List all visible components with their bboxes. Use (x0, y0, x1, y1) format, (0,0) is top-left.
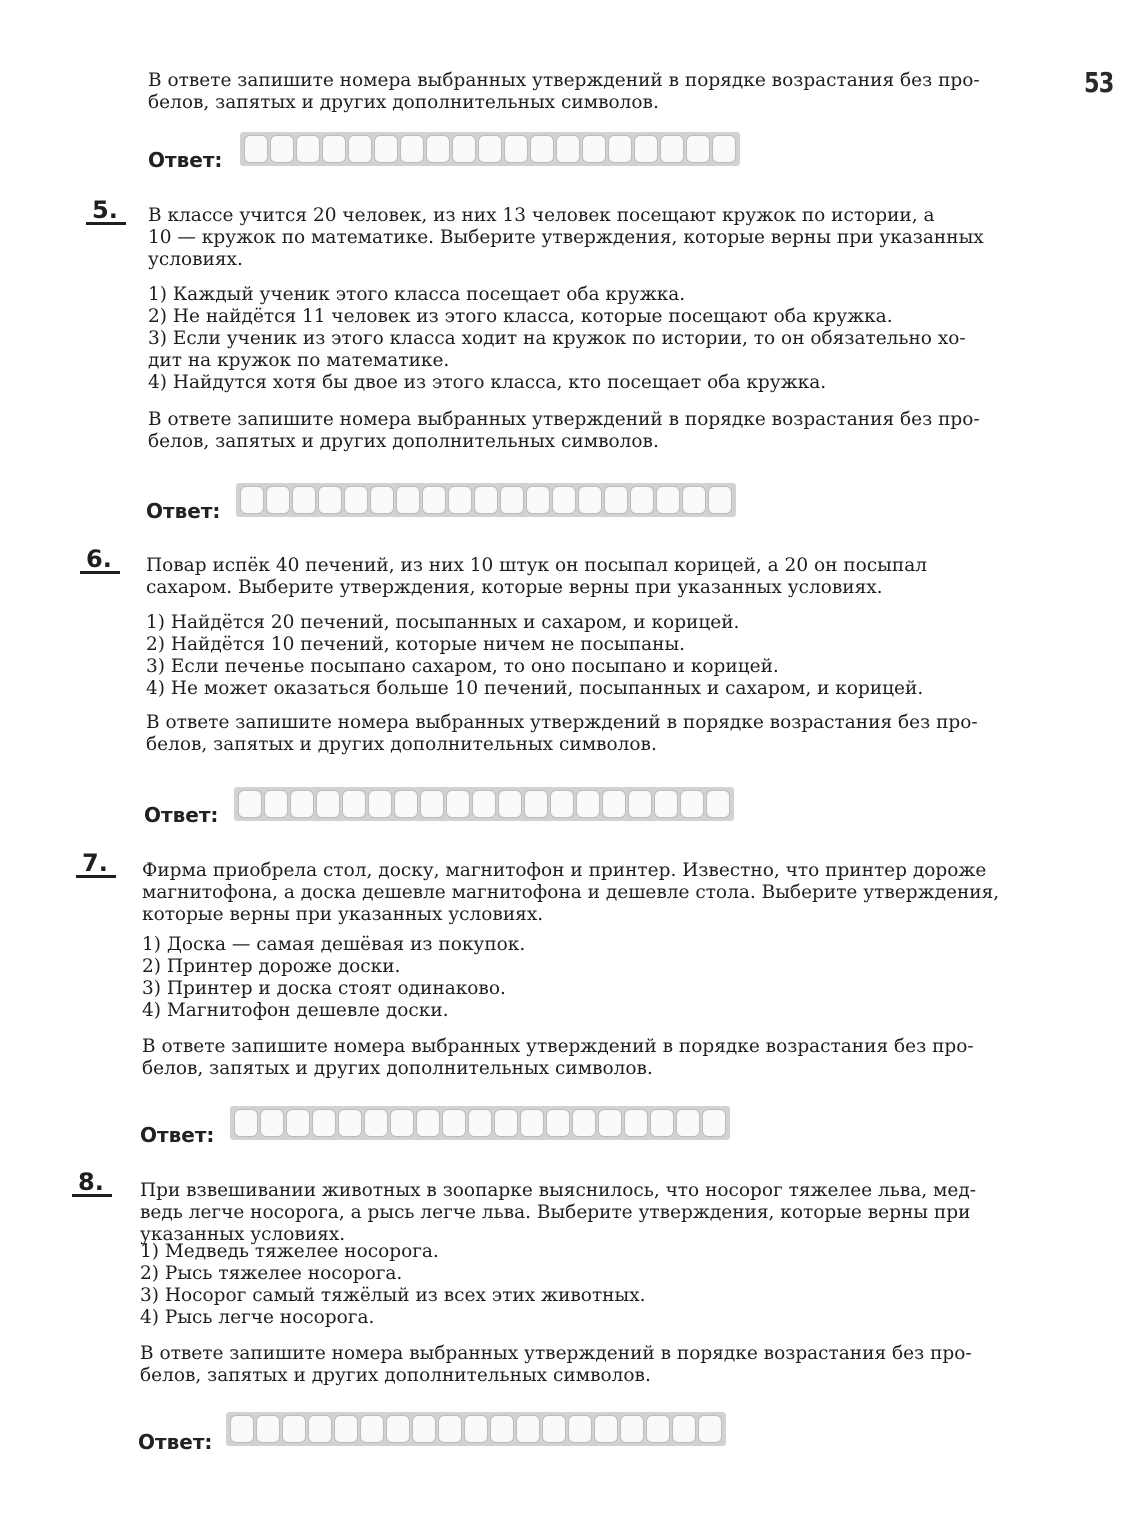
answer-cell[interactable] (282, 1415, 306, 1443)
task-condition (146, 555, 1066, 599)
task-options (142, 934, 1062, 1022)
answer-cell[interactable] (438, 1415, 462, 1443)
answer-cell[interactable] (524, 790, 548, 818)
answer-box-row[interactable] (234, 787, 734, 821)
answer-cell[interactable] (654, 790, 678, 818)
answer-cell[interactable] (296, 135, 320, 163)
option-line: 1) Медведь тяжелее носорога. (140, 1241, 439, 1262)
instruction-line: В ответе запишите номера выбранных утверждений в порядке возрастания без про- (148, 70, 980, 91)
answer-cell[interactable] (602, 790, 626, 818)
condition-line: сахаром. Выберите утверждения, которые верны при указанных условиях. (146, 577, 883, 598)
option-line: 3) Если печенье посыпано сахаром, то оно посыпано и корицей. (146, 656, 779, 677)
answer-cell[interactable] (452, 135, 476, 163)
answer-cell[interactable] (390, 1109, 414, 1137)
answer-cell[interactable] (556, 135, 580, 163)
option-line: дит на кружок по математике. (148, 350, 450, 371)
answer-cell[interactable] (360, 1415, 384, 1443)
option-line: 4) Не может оказаться больше 10 печений, посыпанных и сахаром, и корицей. (146, 678, 924, 699)
answer-cell[interactable] (530, 135, 554, 163)
answer-cell[interactable] (386, 1415, 410, 1443)
answer-cell[interactable] (426, 135, 450, 163)
answer-cell[interactable] (608, 135, 632, 163)
answer-label: Ответ: (146, 499, 221, 523)
answer-cell[interactable] (682, 486, 706, 514)
answer-cell[interactable] (420, 790, 444, 818)
answer-cell[interactable] (712, 135, 736, 163)
answer-cell[interactable] (416, 1109, 440, 1137)
answer-cell[interactable] (230, 1415, 254, 1443)
answer-cell[interactable] (312, 1109, 336, 1137)
instruction-line: белов, запятых и других дополнительных символов. (142, 1058, 653, 1079)
instruction-line: В ответе запишите номера выбранных утверждений в порядке возрастания без про- (142, 1036, 974, 1057)
option-line: 3) Принтер и доска стоят одинаково. (142, 978, 506, 999)
answer-cell[interactable] (290, 790, 314, 818)
condition-line: При взвешивании животных в зоопарке выяснилось, что носорог тяжелее льва, мед- (140, 1180, 976, 1201)
condition-line: которые верны при указанных условиях. (142, 904, 544, 925)
answer-cell[interactable] (552, 486, 576, 514)
answer-cell[interactable] (498, 790, 522, 818)
answer-cell[interactable] (578, 486, 602, 514)
answer-cell[interactable] (650, 1109, 674, 1137)
answer-cell[interactable] (368, 790, 392, 818)
answer-cell[interactable] (646, 1415, 670, 1443)
answer-cell[interactable] (630, 486, 654, 514)
instruction-line: В ответе запишите номера выбранных утверждений в порядке возрастания без про- (148, 409, 980, 430)
answer-cell[interactable] (598, 1109, 622, 1137)
task-instruction (140, 1343, 1060, 1387)
answer-cell[interactable] (572, 1109, 596, 1137)
task-condition (142, 860, 1066, 926)
condition-line: условиях. (148, 249, 243, 270)
answer-cell[interactable] (244, 135, 268, 163)
answer-cell[interactable] (364, 1109, 388, 1137)
answer-cell[interactable] (464, 1415, 488, 1443)
instruction-line: белов, запятых и других дополнительных символов. (140, 1365, 651, 1386)
answer-box-row[interactable] (226, 1412, 726, 1446)
answer-cell[interactable] (446, 790, 470, 818)
answer-cell[interactable] (706, 790, 730, 818)
option-line: 3) Если ученик из этого класса ходит на кружок по истории, то он обязательно хо- (148, 328, 966, 349)
answer-cell[interactable] (344, 486, 368, 514)
instruction-line: В ответе запишите номера выбранных утверждений в порядке возрастания без про- (140, 1343, 972, 1364)
option-line: 4) Рысь легче носорога. (140, 1307, 375, 1328)
answer-cell[interactable] (504, 135, 528, 163)
answer-cell[interactable] (286, 1109, 310, 1137)
answer-cell[interactable] (422, 486, 446, 514)
instruction-line: В ответе запишите номера выбранных утверждений в порядке возрастания без про- (146, 712, 978, 733)
answer-cell[interactable] (494, 1109, 518, 1137)
condition-line: В классе учится 20 человек, из них 13 человек посещают кружок по истории, а (148, 205, 935, 226)
option-line: 4) Найдутся хотя бы двое из этого класса, кто посещает оба кружка. (148, 372, 827, 393)
answer-label: Ответ: (138, 1430, 213, 1454)
answer-cell[interactable] (594, 1415, 618, 1443)
answer-cell[interactable] (500, 486, 524, 514)
answer-cell[interactable] (266, 486, 290, 514)
answer-cell[interactable] (322, 135, 346, 163)
condition-line: Повар испёк 40 печений, из них 10 штук он посыпал корицей, а 20 он посыпал (146, 555, 927, 576)
instruction-line: белов, запятых и других дополнительных символов. (146, 734, 657, 755)
answer-cell[interactable] (394, 790, 418, 818)
answer-cell[interactable] (702, 1109, 726, 1137)
answer-cell[interactable] (256, 1415, 280, 1443)
answer-cell[interactable] (374, 135, 398, 163)
answer-box-row[interactable] (230, 1106, 730, 1140)
answer-cell[interactable] (680, 790, 704, 818)
answer-cell[interactable] (472, 790, 496, 818)
answer-cell[interactable] (516, 1415, 540, 1443)
answer-cell[interactable] (550, 790, 574, 818)
task-number: 5. (86, 198, 126, 225)
task-number: 6. (80, 547, 120, 574)
answer-cell[interactable] (338, 1109, 362, 1137)
option-line: 2) Принтер дороже доски. (142, 956, 401, 977)
answer-cell[interactable] (396, 486, 420, 514)
task-condition (148, 205, 1068, 271)
answer-cell[interactable] (264, 790, 288, 818)
answer-cell[interactable] (568, 1415, 592, 1443)
task-instruction (142, 1036, 1064, 1080)
answer-cell[interactable] (520, 1109, 544, 1137)
task-options (146, 612, 1066, 700)
condition-line: указанных условиях. (140, 1224, 346, 1245)
answer-cell[interactable] (708, 486, 732, 514)
answer-cell[interactable] (370, 486, 394, 514)
option-line: 3) Носорог самый тяжёлый из всех этих животных. (140, 1285, 646, 1306)
option-line: 1) Каждый ученик этого класса посещает оба кружка. (148, 284, 686, 305)
answer-cell[interactable] (474, 486, 498, 514)
instruction-line: белов, запятых и других дополнительных символов. (148, 92, 659, 113)
option-line: 2) Не найдётся 11 человек из этого класса, которые посещают оба кружка. (148, 306, 893, 327)
answer-cell[interactable] (334, 1415, 358, 1443)
task-instruction (148, 409, 1068, 453)
answer-cell[interactable] (660, 135, 684, 163)
condition-line: магнитофона, а доска дешевле магнитофона и дешевле стола. Выберите утверждения, (142, 882, 1000, 903)
page-number: 53 (1084, 66, 1114, 99)
answer-cell[interactable] (582, 135, 606, 163)
answer-cell[interactable] (526, 486, 550, 514)
answer-cell[interactable] (292, 486, 316, 514)
answer-label: Ответ: (140, 1123, 215, 1147)
answer-cell[interactable] (634, 135, 658, 163)
answer-cell[interactable] (448, 486, 472, 514)
answer-cell[interactable] (342, 790, 366, 818)
answer-cell[interactable] (270, 135, 294, 163)
task-number: 8. (72, 1170, 112, 1197)
answer-cell[interactable] (316, 790, 340, 818)
answer-cell[interactable] (542, 1415, 566, 1443)
answer-cell[interactable] (624, 1109, 648, 1137)
answer-cell[interactable] (234, 1109, 258, 1137)
task-instruction (146, 712, 1066, 756)
answer-box-row[interactable] (240, 132, 740, 166)
answer-cell[interactable] (240, 486, 264, 514)
answer-label: Ответ: (144, 803, 219, 827)
answer-cell[interactable] (442, 1109, 466, 1137)
task-condition (140, 1180, 1060, 1246)
answer-cell[interactable] (576, 790, 600, 818)
answer-cell[interactable] (490, 1415, 514, 1443)
task-options (140, 1241, 1060, 1329)
answer-cell[interactable] (318, 486, 342, 514)
task-number: 7. (76, 851, 116, 878)
answer-cell[interactable] (478, 135, 502, 163)
option-line: 2) Найдётся 10 печений, которые ничем не посыпаны. (146, 634, 686, 655)
option-line: 1) Доска — самая дешёвая из покупок. (142, 934, 526, 955)
instruction-line: белов, запятых и других дополнительных символов. (148, 431, 659, 452)
answer-cell[interactable] (546, 1109, 570, 1137)
answer-cell[interactable] (604, 486, 628, 514)
answer-cell[interactable] (308, 1415, 332, 1443)
answer-cell[interactable] (412, 1415, 436, 1443)
answer-box-row[interactable] (236, 483, 736, 517)
answer-cell[interactable] (348, 135, 372, 163)
answer-cell[interactable] (628, 790, 652, 818)
option-line: 2) Рысь тяжелее носорога. (140, 1263, 403, 1284)
answer-cell[interactable] (620, 1415, 644, 1443)
answer-cell[interactable] (686, 135, 710, 163)
top-instruction (148, 70, 1068, 114)
answer-cell[interactable] (400, 135, 424, 163)
answer-label: Ответ: (148, 148, 223, 172)
answer-cell[interactable] (468, 1109, 492, 1137)
answer-cell[interactable] (238, 790, 262, 818)
answer-cell[interactable] (260, 1109, 284, 1137)
answer-cell[interactable] (676, 1109, 700, 1137)
condition-line: Фирма приобрела стол, доску, магнитофон и принтер. Известно, что принтер дороже (142, 860, 987, 881)
condition-line: 10 — кружок по математике. Выберите утверждения, которые верны при указанных (148, 227, 984, 248)
condition-line: ведь легче носорога, а рысь легче льва. Выберите утверждения, которые верны при (140, 1202, 971, 1223)
answer-cell[interactable] (672, 1415, 696, 1443)
answer-cell[interactable] (656, 486, 680, 514)
option-line: 1) Найдётся 20 печений, посыпанных и сахаром, и корицей. (146, 612, 740, 633)
task-options (148, 284, 1068, 394)
answer-cell[interactable] (698, 1415, 722, 1443)
option-line: 4) Магнитофон дешевле доски. (142, 1000, 449, 1021)
